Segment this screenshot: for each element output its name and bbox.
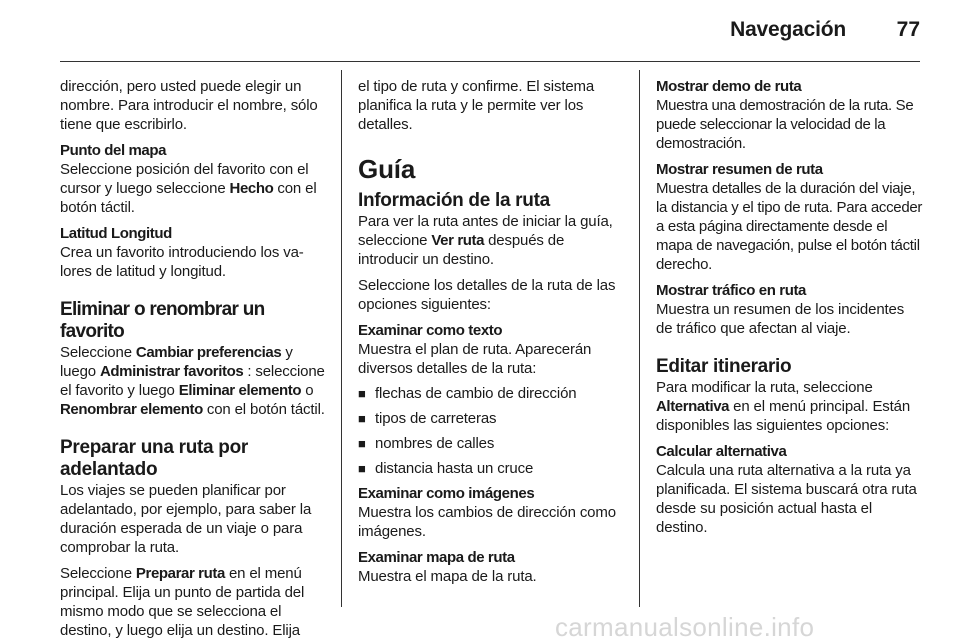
page-header-title: Navegación [730, 18, 846, 41]
subheading-mostrar-trafico: Mostrar tráfico en ruta [656, 282, 806, 299]
paragraph: Muestra un resumen de los incidentes de tráfico que afectan al viaje. [656, 301, 905, 337]
subheading-calcular-alternativa: Calcular alternativa [656, 443, 787, 460]
subheading-punto-del-mapa: Punto del mapa [60, 142, 167, 159]
paragraph: Muestra detalles de la duración del viaje, la distancia y el tipo de ruta. Para acceder a esta página directamente desde el mapa de navegación, pulse el botón táctil derecho. [656, 180, 923, 273]
paragraph: Los viajes se pueden planificar por adelantado, por ejemplo, para saber la duración esperada de un viaje o para comprobar la ruta. [60, 482, 312, 556]
subheading-latitud-longitud: Latitud Longitud [60, 225, 172, 242]
column-2 [358, 77, 626, 586]
paragraph: dirección, pero usted puede elegir un nombre. Para introducir el nombre, sólo tiene que escribirlo. [60, 78, 318, 133]
list-item: ■ nombres de calles [358, 435, 495, 452]
heading-informacion-ruta: Información de la ruta [358, 190, 550, 211]
paragraph: el tipo de ruta y confirme. El sistema planifica la ruta y le permite ver los detalles. [358, 78, 595, 133]
heading-guia: Guía [358, 154, 416, 184]
column-3 [656, 77, 924, 537]
heading-preparar-ruta: Preparar una ruta por adelantado [60, 437, 248, 480]
subheading-mostrar-resumen: Mostrar resumen de ruta [656, 161, 823, 178]
paragraph: Seleccione Cambiar preferencias y luego Administrar favoritos : seleccione el favorito y luego Eliminar elemento o Renombrar elemento con el botón táctil. [60, 344, 325, 418]
square-bullet-icon: ■ [358, 386, 366, 401]
list-item: ■ distancia hasta un cruce [358, 460, 534, 477]
column-1 [60, 77, 328, 640]
paragraph: Seleccione posición del favorito con el cursor y luego seleccione Hecho con el botón táctil. [60, 161, 317, 216]
list-item: ■ tipos de carreteras [358, 410, 497, 427]
paragraph: Muestra una demostración de la ruta. Se puede seleccionar la velocidad de la demostración. [656, 97, 914, 152]
paragraph: Crea un favorito introduciendo los valores de latitud y longitud. [60, 244, 304, 280]
square-bullet-icon: ■ [358, 461, 366, 476]
header-rule [60, 61, 920, 62]
subheading-mostrar-demo: Mostrar demo de ruta [656, 78, 802, 95]
subheading-examinar-mapa: Examinar mapa de ruta [358, 549, 515, 566]
paragraph: Muestra el mapa de la ruta. [358, 568, 537, 585]
paragraph: Para modificar la ruta, seleccione Alternativa en el menú principal. Están disponibles las siguientes opciones: [656, 379, 911, 434]
paragraph: Seleccione Preparar ruta en el menú principal. Elija un punto de partida del mismo modo que se selecciona el destino, y luego elija un destino. Elija [60, 565, 305, 639]
square-bullet-icon: ■ [358, 436, 366, 451]
paragraph: Seleccione los detalles de la ruta de las opciones siguientes: [358, 277, 616, 313]
paragraph: Calcula una ruta alternativa a la ruta ya planificada. El sistema buscará otra ruta desde su posición actual hasta el destino. [656, 462, 917, 536]
heading-eliminar-renombrar-favorito: Eliminar o renombrar un favorito [60, 299, 265, 342]
paragraph: Muestra el plan de ruta. Aparecerán diversos detalles de la ruta: [358, 341, 592, 377]
list-item: ■ flechas de cambio de dirección [358, 385, 577, 402]
square-bullet-icon: ■ [358, 411, 366, 426]
bullet-list [358, 384, 626, 478]
page-number: 77 [896, 18, 920, 41]
watermark: carmanualsonline.info [555, 612, 815, 642]
paragraph: Para ver la ruta antes de iniciar la guía, seleccione Ver ruta después de introducir un destino. [358, 213, 613, 268]
column-divider [639, 70, 640, 607]
column-divider [341, 70, 342, 607]
subheading-examinar-texto: Examinar como texto [358, 322, 503, 339]
subheading-examinar-imagenes: Examinar como imágenes [358, 485, 535, 502]
paragraph: Muestra los cambios de dirección como imágenes. [358, 504, 616, 540]
heading-editar-itinerario: Editar itinerario [656, 356, 792, 377]
